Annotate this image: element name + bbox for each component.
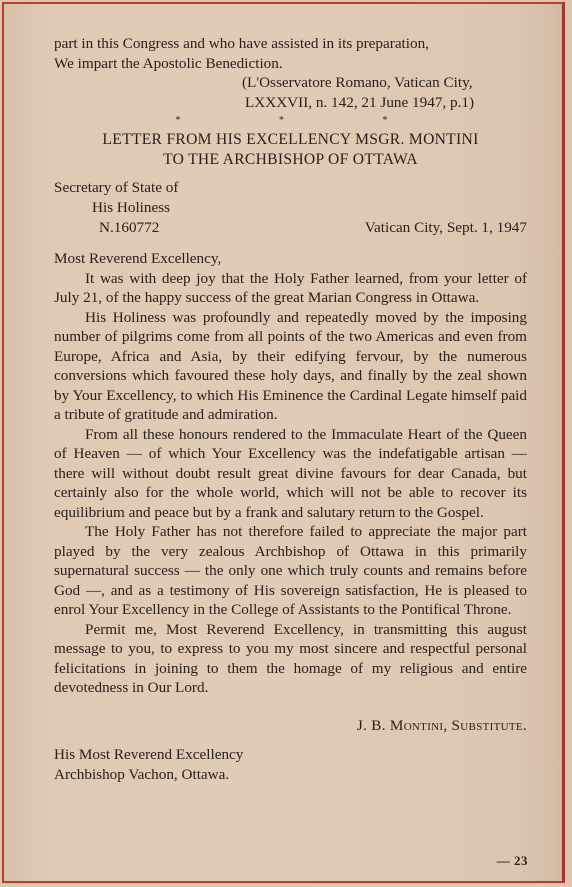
- letter-meta: [54, 178, 527, 241]
- recipient-address: [54, 745, 527, 784]
- signature-text: J. B. Montini, Substitute.: [356, 716, 527, 734]
- place-and-date: Vatican City, Sept. 1, 1947: [364, 219, 527, 236]
- paragraph-5: Permit me, Most Reverend Excellency, in transmitting this august message to you, to express to you my most sincere and respectful personal felicitations in joining to them the homage of my religious and entire devotedness in Our Lord.: [54, 620, 527, 696]
- his-holiness: His Holiness: [92, 199, 171, 216]
- paragraph-2: His Holiness was profoundly and repeatedly moved by the imposing number of pilgrims come from all points of the two Americas and even from Europe, Africa and Asia, by their edifying fervour, by the numerous conversions which favoured these holy days, and finally by the zeal shown by Your Excellency, to which His Eminence the Cardinal Legate himself paid a tribute of gratitude and admiration.: [54, 308, 527, 423]
- paragraph-4: The Holy Father has not therefore failed to appreciate the major part played by the very zealous Archbishop of Ottawa in this primarily supernatural success — the only one which truly counts and remains before God —, and as a testimony of His sovereign satisfaction, He is pleased to enrol Your Excellency in the College of Assistants to the Pontifical Throne.: [54, 523, 527, 618]
- letter-heading: [54, 130, 527, 170]
- source-citation: [242, 73, 527, 112]
- salutation: Most Reverend Excellency,: [54, 250, 222, 267]
- reference-number: N.160772: [99, 219, 160, 236]
- address-line-1: His Most Reverend Excellency: [54, 746, 244, 763]
- page-edge-shadow: [561, 2, 565, 883]
- address-line-2: Archbishop Vachon, Ottawa.: [54, 765, 230, 783]
- citation-line-1: (L'Osservatore Romano, Vatican City,: [242, 74, 473, 91]
- previous-text-line-2: We impart the Apostolic Benediction.: [54, 54, 283, 72]
- page-number: — 23: [496, 853, 528, 868]
- secretary-of-state: Secretary of State of: [54, 179, 179, 196]
- document-page: [54, 34, 527, 784]
- section-separator: * * *: [175, 115, 436, 126]
- citation-line-2: LXXXVII, n. 142, 21 June 1947, p.1): [245, 93, 475, 111]
- paragraph-1: It was with deep joy that the Holy Father learned, from your letter of July 21, of the happy success of the great Marian Congress in Ottawa.: [54, 269, 527, 306]
- previous-text-line-1: part in this Congress and who have assisted in its preparation,: [54, 35, 429, 52]
- signature: [54, 716, 527, 736]
- heading-line-1: LETTER FROM HIS EXCELLENCY MSGR. MONTINI: [102, 131, 479, 148]
- paragraph-3: From all these honours rendered to the Immaculate Heart of the Queen of Heaven — of which Your Excellency was the indefatigable artisan — there will without doubt result great divine favours for dear Canada, but certainly also for the whole world, which will not be able to recover its equilibrium and peace but by a frank and salutary return to the Gospel.: [54, 425, 527, 521]
- heading-line-2: TO THE ARCHBISHOP OF OTTAWA: [163, 151, 418, 168]
